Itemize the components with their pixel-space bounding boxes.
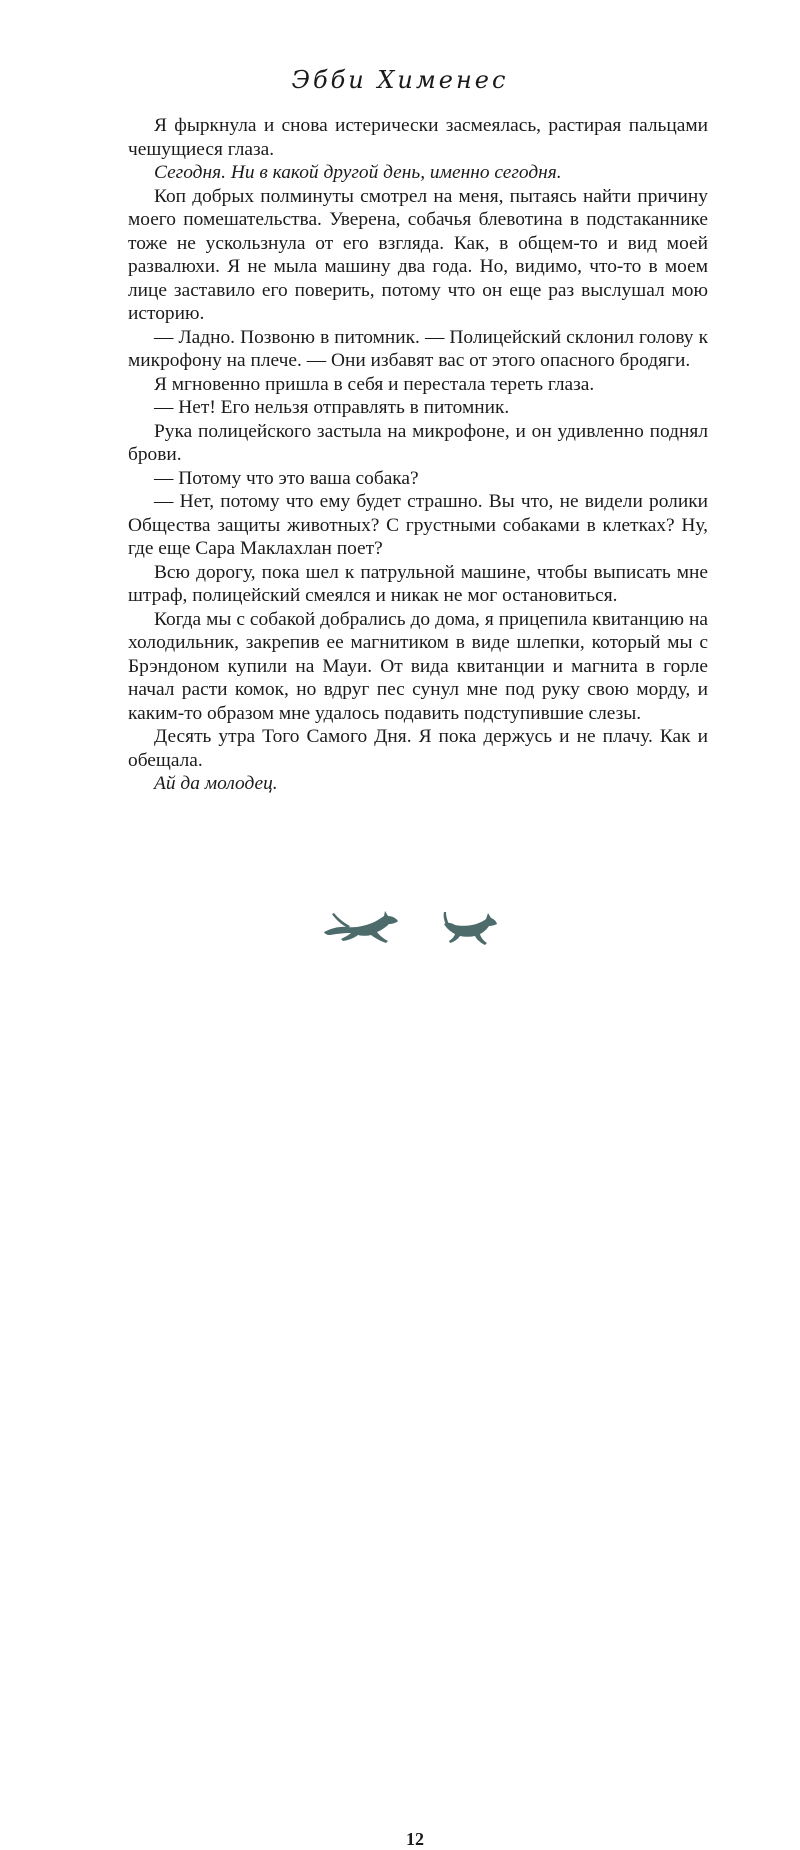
paragraph: Я фыркнула и снова истерически засмеялась, растирая пальцами чешущиеся глаза. — [128, 115, 708, 160]
body-text — [128, 114, 708, 796]
paragraph-italic: Сегодня. Ни в какой другой день, именно сегодня. — [154, 162, 562, 183]
paragraph-italic: Ай да молодец. — [154, 773, 278, 794]
paragraph: Я мгновенно пришла в себя и перестала тереть глаза. — [154, 373, 595, 395]
paragraph: Коп добрых полминуты смотрел на меня, пытаясь найти причину моего помешательства. Уверена, собачья блевотина в подстаканнике тоже не ускользнула от его взгляда. Как, в общем-то и вид моей развалюхи. Я не мыла машину два года. Но, видимо, что-то в моем лице заставило его поверить, потому что он еще раз выслушал мою историю. — [128, 185, 708, 324]
running-dog-icon — [322, 908, 400, 946]
paragraph: Когда мы с собакой добрались до дома, я прицепила квитанцию на холодильник, закрепив ее магнитиком в виде шлепки, который мы с Брэндоном купили на Мауи. От вида квитанции и магнита в горле начал расти комок, но вдруг пес сунул мне под руку свою морду, и каким-то образом мне удалось подавить подступившие слезы. — [128, 608, 708, 724]
page-number: 12 — [406, 1829, 424, 1849]
paragraph: — Нет! Его нельзя отправлять в питомник. — [154, 397, 510, 418]
running-header-author: Эбби Хименес — [291, 66, 509, 94]
paragraph: Десять утра Того Самого Дня. Я пока держусь и не плачу. Как и обещала. — [128, 726, 708, 771]
paragraph: Рука полицейского застыла на микрофоне, и он удивленно поднял брови. — [128, 420, 708, 465]
leaping-dog-icon — [440, 910, 498, 946]
paragraph: — Потому что это ваша собака? — [154, 467, 419, 489]
paragraph: — Нет, потому что ему будет страшно. Вы что, не видели ролики Общества защиты животных? С грустными собаками в клетках? Ну, где еще Сара Маклахлан поет? — [128, 491, 708, 559]
page-footer — [0, 908, 800, 1849]
paragraph: — Ладно. Позвоню в питомник. — Полицейский склонил голову к микрофону на плече. — Они избавят вас от этого опасного бродяги. — [128, 326, 708, 371]
paragraph: Всю дорогу, пока шел к патрульной машине, чтобы выписать мне штраф, полицейский смеялся и никак не мог остановиться. — [128, 561, 708, 606]
